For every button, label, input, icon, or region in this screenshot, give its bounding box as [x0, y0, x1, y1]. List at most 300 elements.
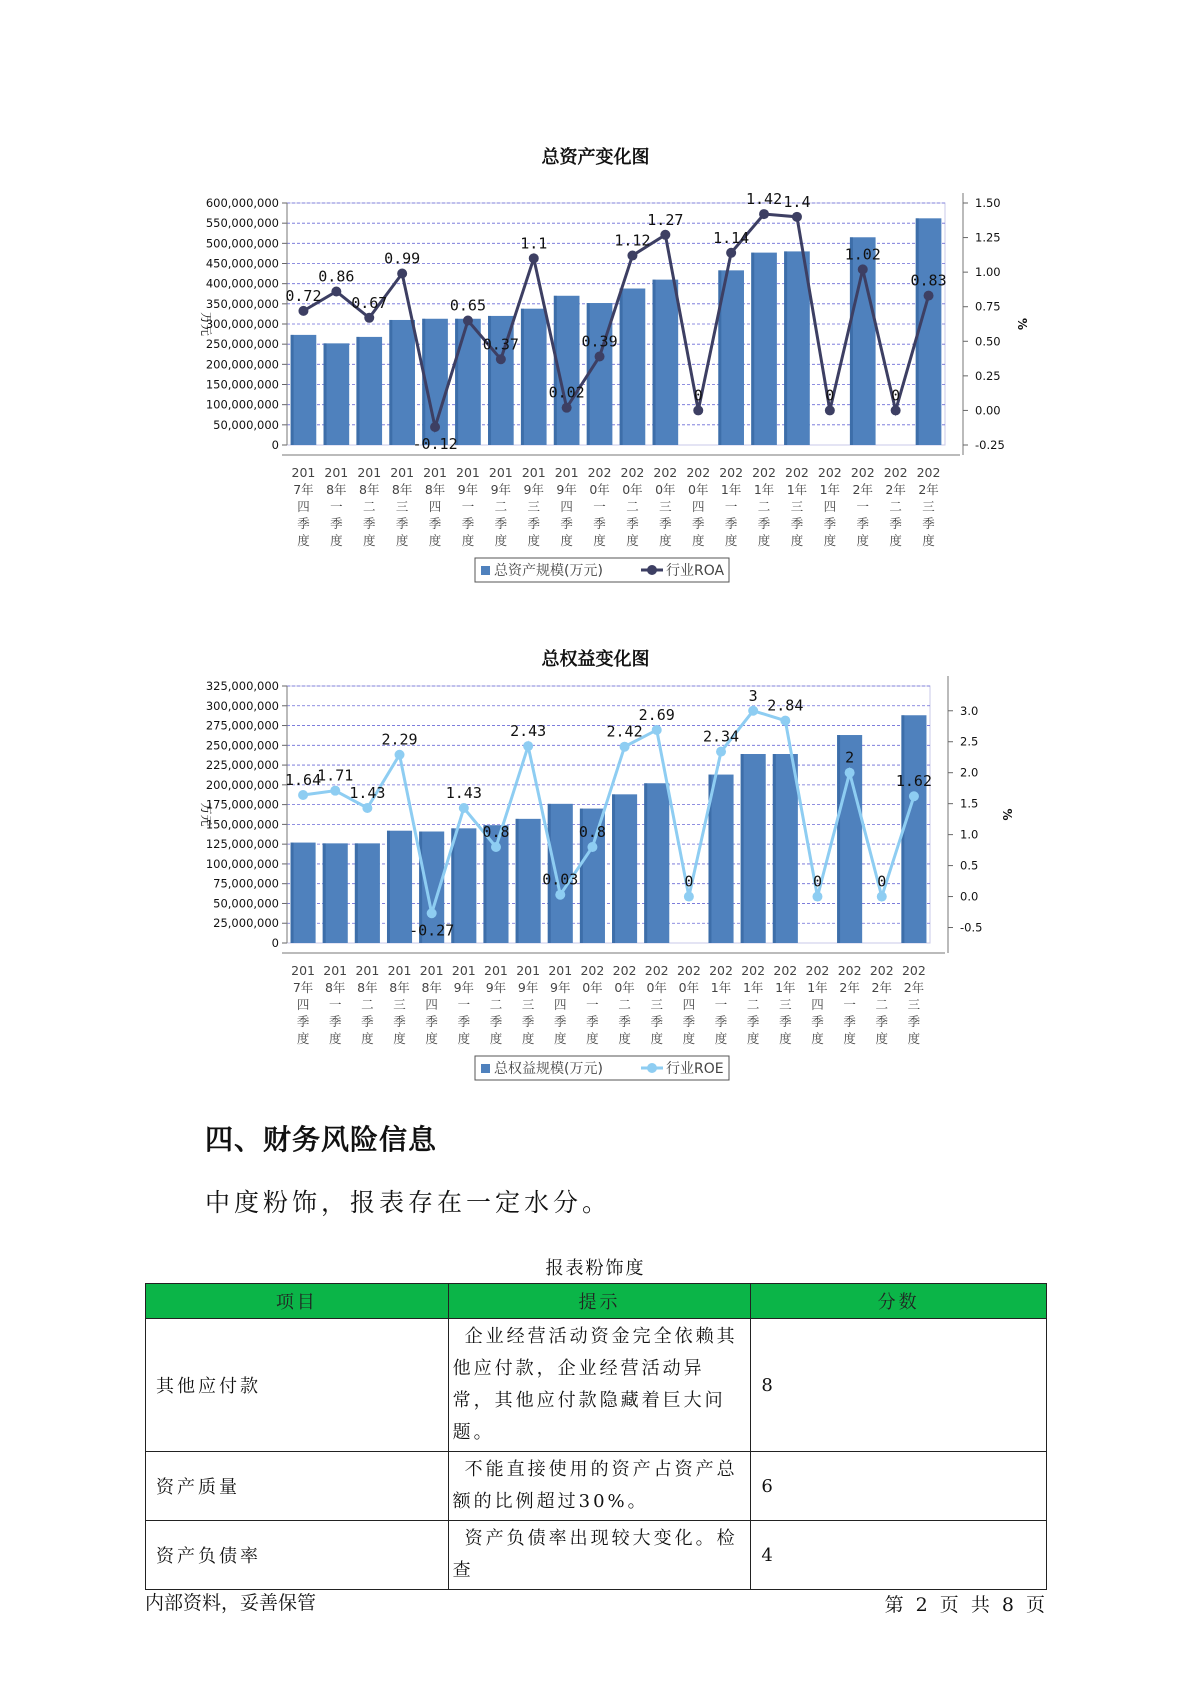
line-point	[652, 725, 662, 735]
x-tick-label: 202	[644, 963, 669, 978]
y2-tick-label: 2.0	[960, 765, 979, 780]
x-tick-label: 201	[451, 963, 476, 978]
x-tick-label: 0年	[688, 482, 709, 497]
x-tick-label: 202	[785, 465, 809, 480]
x-tick-label: 三	[393, 997, 406, 1012]
x-tick-label: 季	[457, 1014, 471, 1029]
x-tick-label: 季	[875, 1014, 889, 1029]
x-tick-label: 季	[554, 1014, 567, 1029]
x-tick-label: 度	[779, 1031, 792, 1046]
x-tick-label: 1年	[786, 482, 808, 497]
data-label: 0.99	[384, 249, 421, 268]
x-tick-label: 0年	[655, 482, 676, 497]
x-tick-label: 三	[521, 997, 535, 1012]
y-tick-label: 25,000,000	[213, 916, 279, 931]
data-label: 0.8	[482, 823, 510, 842]
x-tick-label: 1年	[710, 980, 732, 995]
x-tick-label: 四	[296, 997, 310, 1012]
x-tick-label: 9年	[517, 980, 539, 995]
y-tick-label: 300,000,000	[205, 698, 279, 713]
x-tick-label: 202	[676, 963, 701, 978]
x-tick-label: 度	[593, 533, 606, 548]
bar	[901, 715, 926, 943]
x-tick-label: 度	[362, 533, 376, 548]
x-tick-label: 201	[521, 465, 546, 480]
x-tick-label: 202	[850, 465, 875, 480]
line-point	[891, 405, 901, 415]
data-label: 0.72	[285, 286, 322, 305]
bar	[751, 253, 777, 445]
bar	[708, 775, 733, 943]
x-tick-label: 度	[843, 1031, 856, 1046]
data-label: 2.43	[510, 722, 547, 741]
x-tick-label: 8年	[357, 980, 378, 995]
bar-shade	[773, 754, 776, 943]
bar	[773, 754, 798, 943]
line-point	[430, 422, 440, 432]
x-tick-label: 二	[361, 997, 374, 1012]
x-tick-label: 度	[724, 533, 738, 548]
y2-tick-label: 3.0	[960, 703, 979, 718]
data-label: 0.67	[351, 293, 388, 312]
x-tick-label: 度	[875, 1031, 889, 1046]
x-tick-label: 202	[837, 963, 862, 978]
legend-swatch-point	[647, 1063, 657, 1073]
bar-shade	[387, 831, 390, 943]
x-tick-label: 9年	[550, 980, 571, 995]
line-point	[660, 230, 670, 240]
x-tick-label: 一	[328, 997, 342, 1012]
table-row	[146, 1521, 1047, 1590]
y2-tick-label: 2.5	[960, 734, 979, 749]
x-tick-label: 度	[361, 1031, 374, 1046]
data-label: 1.42	[745, 190, 783, 209]
chart-title-total-equity: 总权益变化图	[541, 649, 650, 670]
y-tick-label: 250,000,000	[205, 337, 279, 352]
data-label: 0	[825, 386, 835, 405]
line-point	[523, 741, 533, 751]
x-tick-label: 1年	[720, 482, 742, 497]
data-label: 2.34	[702, 727, 740, 746]
y2-axis-label: %	[1000, 808, 1014, 821]
data-label: 1.27	[647, 210, 684, 229]
y-tick-label: 75,000,000	[213, 876, 279, 891]
line-point	[496, 354, 506, 364]
data-label: 3	[748, 686, 758, 705]
line-point	[909, 791, 919, 801]
x-tick-label: 202	[653, 465, 678, 480]
bar	[323, 843, 348, 943]
x-tick-label: 季	[691, 516, 705, 531]
x-tick-label: 202	[709, 963, 733, 978]
data-label: 0	[684, 872, 694, 891]
line-point	[825, 405, 835, 415]
x-tick-label: 度	[297, 533, 310, 548]
y-tick-label: 550,000,000	[205, 216, 279, 231]
x-tick-label: 202	[869, 963, 894, 978]
table-header-row	[146, 1284, 1047, 1319]
data-label: 0	[812, 872, 822, 891]
y-tick-label: 150,000,000	[205, 817, 279, 832]
x-tick-label: 季	[811, 1014, 824, 1029]
x-tick-label: 201	[456, 465, 480, 480]
x-tick-label: 202	[587, 465, 612, 480]
x-tick-label: 1年	[753, 482, 775, 497]
data-label: 1.43	[349, 783, 386, 802]
line-point	[331, 287, 341, 297]
data-label: -0.12	[412, 435, 458, 454]
line-point	[924, 291, 934, 301]
y-tick-label: 275,000,000	[205, 718, 279, 733]
y-tick-label: 600,000,000	[205, 196, 279, 210]
line-point	[362, 803, 372, 813]
risk-table	[145, 1283, 1047, 1590]
x-tick-label: 季	[714, 1014, 728, 1029]
data-label: 2.42	[606, 722, 643, 741]
x-tick-label: 季	[425, 1014, 438, 1029]
x-tick-label: 季	[682, 1014, 696, 1029]
y2-tick-label: 1.0	[960, 827, 979, 842]
x-tick-label: 201	[357, 465, 382, 480]
line-point	[397, 269, 407, 279]
data-label: 0.02	[548, 383, 585, 402]
line-point	[298, 790, 308, 800]
bar	[620, 289, 646, 445]
x-tick-label: 201	[291, 963, 316, 978]
x-tick-label: 度	[527, 533, 541, 548]
footer-confidential-note: 内部资料，妥善保管	[145, 1592, 317, 1614]
total-equity-chart	[0, 670, 1191, 1100]
table-row	[146, 1319, 1047, 1452]
x-tick-label: 季	[521, 1014, 535, 1029]
bar-shade	[741, 754, 744, 943]
x-tick-label: 9年	[556, 482, 577, 497]
x-tick-label: 二	[489, 997, 503, 1012]
x-tick-label: 0年	[589, 482, 610, 497]
x-tick-label: 0年	[582, 980, 603, 995]
x-tick-label: 四	[682, 997, 696, 1012]
x-tick-label: 1年	[819, 482, 841, 497]
data-label: 1.64	[285, 770, 322, 789]
x-tick-label: 9年	[453, 980, 475, 995]
x-tick-label: 一	[457, 997, 471, 1012]
x-tick-label: 度	[586, 1031, 599, 1046]
x-tick-label: 201	[387, 963, 412, 978]
x-tick-label: 202	[719, 465, 744, 480]
y2-tick-label: -0.5	[960, 920, 983, 935]
y-tick-label: 225,000,000	[205, 758, 279, 773]
bar	[741, 754, 766, 943]
x-tick-label: 一	[593, 499, 606, 514]
x-tick-label: 一	[586, 997, 599, 1012]
x-tick-label: 季	[428, 516, 442, 531]
line-point	[555, 890, 565, 900]
line-point	[684, 892, 694, 902]
x-tick-label: 度	[682, 1031, 696, 1046]
x-tick-label: 季	[650, 1014, 663, 1029]
x-tick-label: 201	[390, 465, 415, 480]
y-tick-label: 175,000,000	[205, 797, 279, 812]
bar-shade	[483, 825, 486, 943]
x-tick-label: 度	[425, 1031, 438, 1046]
x-tick-label: 8年	[359, 482, 380, 497]
line-point	[877, 892, 887, 902]
x-tick-label: 季	[856, 516, 870, 531]
y-tick-label: 325,000,000	[205, 679, 279, 693]
x-tick-label: 202	[901, 963, 926, 978]
bar-shade	[644, 783, 647, 943]
data-label: 1.02	[844, 245, 881, 264]
x-tick-label: 度	[691, 533, 705, 548]
y-tick-label: 0	[271, 936, 279, 950]
x-tick-label: 季	[330, 516, 343, 531]
footer-page-number: 第 2 页 共 8 页	[884, 1594, 1045, 1616]
x-tick-label: 一	[714, 997, 728, 1012]
x-tick-label: 度	[494, 533, 508, 548]
x-tick-label: 四	[554, 997, 567, 1012]
x-tick-label: 三	[527, 499, 541, 514]
x-tick-label: 9年	[523, 482, 544, 497]
x-tick-label: 四	[297, 499, 310, 514]
x-tick-label: 度	[489, 1031, 503, 1046]
x-tick-label: 度	[428, 533, 442, 548]
x-tick-label: 1年	[775, 980, 796, 995]
x-tick-label: 二	[618, 997, 631, 1012]
bar-shade	[837, 735, 840, 943]
line-point	[845, 768, 855, 778]
x-tick-label: 201	[423, 465, 447, 480]
x-tick-label: 一	[856, 499, 870, 514]
line-point	[595, 351, 605, 361]
x-tick-label: 8年	[324, 980, 346, 995]
line-point	[726, 248, 736, 258]
row-item: 资产质量	[146, 1452, 449, 1521]
x-tick-label: 202	[805, 963, 830, 978]
x-tick-label: 2年	[885, 482, 906, 497]
x-tick-label: 202	[741, 963, 766, 978]
x-tick-label: 2年	[903, 980, 925, 995]
x-tick-label: 季	[593, 516, 606, 531]
y2-tick-label: 1.25	[975, 230, 1001, 245]
data-label: 1.4	[783, 192, 811, 211]
x-tick-label: 季	[461, 516, 475, 531]
line-point	[792, 212, 802, 222]
x-tick-label: 三	[650, 997, 663, 1012]
line-point	[620, 742, 630, 752]
row-hint: 资产负债率出现较大变化。检查	[448, 1521, 751, 1590]
data-label: 1.14	[713, 228, 750, 247]
x-tick-label: 2年	[839, 980, 860, 995]
x-tick-label: 季	[586, 1014, 599, 1029]
legend-swatch-bar	[481, 1064, 490, 1073]
legend-swatch-bar	[481, 566, 490, 575]
line-point	[759, 209, 769, 219]
x-tick-label: 8年	[424, 482, 446, 497]
x-tick-label: 四	[560, 499, 573, 514]
x-tick-label: 8年	[391, 482, 413, 497]
x-tick-label: 2年	[871, 980, 893, 995]
x-tick-label: 四	[823, 499, 837, 514]
y-tick-label: 50,000,000	[213, 896, 279, 911]
x-tick-label: 201	[419, 963, 444, 978]
line-point	[587, 842, 597, 852]
x-tick-label: 季	[659, 516, 672, 531]
x-tick-label: 202	[620, 465, 645, 480]
x-tick-label: 季	[361, 1014, 374, 1029]
x-tick-label: 2年	[852, 482, 873, 497]
bar	[644, 783, 669, 943]
x-tick-label: 二	[362, 499, 376, 514]
x-tick-label: 7年	[292, 980, 314, 995]
bar	[455, 319, 481, 445]
bar	[356, 337, 382, 445]
y-tick-label: 150,000,000	[205, 377, 279, 392]
x-tick-label: 度	[922, 533, 935, 548]
line-point	[858, 264, 868, 274]
y-tick-label: 200,000,000	[205, 357, 279, 372]
x-tick-label: 四	[425, 997, 438, 1012]
x-tick-label: 度	[757, 533, 771, 548]
line-point	[459, 803, 469, 813]
line-point	[693, 405, 703, 415]
x-tick-label: 201	[488, 465, 513, 480]
x-tick-label: 0年	[622, 482, 643, 497]
chart-title-total-assets: 总资产变化图	[541, 147, 650, 168]
data-label: 1.71	[317, 766, 354, 785]
data-label: 1.12	[614, 231, 651, 250]
x-tick-label: 度	[823, 533, 837, 548]
x-tick-label: 度	[461, 533, 475, 548]
row-item: 其他应付款	[146, 1319, 449, 1452]
x-tick-label: 度	[856, 533, 870, 548]
x-tick-label: 度	[811, 1031, 824, 1046]
line-point	[748, 706, 758, 716]
y-tick-label: 450,000,000	[205, 256, 279, 271]
y-tick-label: 350,000,000	[205, 296, 279, 311]
legend-label-bar: 总资产规模(万元)	[494, 563, 603, 579]
data-label: 2.29	[381, 730, 418, 749]
x-tick-label: 201	[324, 465, 349, 480]
y-tick-label: 400,000,000	[205, 276, 279, 291]
x-tick-label: 季	[393, 1014, 406, 1029]
data-label: 0.03	[542, 870, 579, 889]
y-tick-label: 250,000,000	[205, 738, 279, 753]
bar	[355, 843, 380, 943]
x-tick-label: 三	[790, 499, 804, 514]
bar	[516, 819, 541, 943]
bar-shade	[291, 843, 294, 943]
x-tick-label: 季	[527, 516, 541, 531]
x-tick-label: 度	[889, 533, 902, 548]
x-tick-label: 季	[618, 1014, 631, 1029]
line-point	[364, 313, 374, 323]
x-tick-label: 季	[494, 516, 508, 531]
y-tick-label: 0	[271, 438, 279, 452]
data-label: 0.65	[449, 296, 487, 315]
bar-shade	[554, 296, 557, 445]
x-tick-label: 201	[484, 963, 508, 978]
line-point	[395, 750, 405, 760]
bar-shade	[521, 309, 524, 445]
x-tick-label: 季	[395, 516, 409, 531]
bar-shade	[620, 289, 623, 445]
x-tick-label: 201	[291, 465, 316, 480]
bar	[653, 280, 679, 445]
x-tick-label: 0年	[678, 980, 700, 995]
x-tick-label: 8年	[389, 980, 410, 995]
x-tick-label: 三	[395, 499, 409, 514]
x-tick-label: 201	[554, 465, 579, 480]
x-tick-label: 度	[659, 533, 672, 548]
y-tick-label: 125,000,000	[205, 837, 279, 852]
bar-shade	[389, 320, 392, 445]
table-header-item: 项目	[146, 1284, 449, 1319]
line-point	[562, 403, 572, 413]
x-tick-label: 季	[297, 516, 310, 531]
data-label: 0.83	[910, 271, 947, 290]
data-label: 0	[693, 386, 703, 405]
line-point	[627, 251, 637, 261]
x-tick-label: 季	[746, 1014, 760, 1029]
bar-shade	[355, 843, 358, 943]
x-tick-label: 度	[626, 533, 639, 548]
line-point	[330, 786, 340, 796]
x-tick-label: 202	[580, 963, 605, 978]
y-tick-label: 50,000,000	[213, 417, 279, 432]
section-summary: 中度粉饰，报表存在一定水分。	[205, 1188, 612, 1217]
x-tick-label: 四	[691, 499, 705, 514]
bar-shade	[356, 337, 359, 445]
line-point	[812, 892, 822, 902]
x-tick-label: 度	[746, 1031, 760, 1046]
x-tick-label: 201	[548, 963, 573, 978]
y2-tick-label: 0.00	[975, 403, 1001, 418]
x-tick-label: 二	[746, 997, 760, 1012]
x-tick-label: 四	[811, 997, 824, 1012]
y-tick-label: 100,000,000	[205, 397, 279, 412]
x-tick-label: 二	[757, 499, 771, 514]
bar-shade	[323, 843, 326, 943]
x-tick-label: 202	[773, 963, 798, 978]
line-point	[463, 316, 473, 326]
x-tick-label: 2年	[918, 482, 939, 497]
x-tick-label: 季	[724, 516, 738, 531]
x-tick-label: 季	[823, 516, 837, 531]
y-tick-label: 200,000,000	[205, 777, 279, 792]
x-tick-label: 度	[330, 533, 343, 548]
data-label: 0.86	[318, 267, 355, 286]
data-label: -0.27	[409, 921, 455, 940]
x-tick-label: 度	[714, 1031, 728, 1046]
y2-tick-label: 0.25	[975, 368, 1001, 383]
y-axis-label: 万元	[199, 311, 213, 337]
x-tick-label: 度	[296, 1031, 310, 1046]
x-tick-label: 1年	[807, 980, 828, 995]
y2-tick-label: 0.0	[960, 889, 979, 904]
x-tick-label: 季	[328, 1014, 342, 1029]
x-tick-label: 9年	[457, 482, 479, 497]
x-tick-label: 度	[395, 533, 409, 548]
line-point	[491, 842, 501, 852]
line-point	[780, 716, 790, 726]
x-tick-label: 一	[843, 997, 856, 1012]
y2-tick-label: 1.00	[975, 265, 1001, 280]
x-tick-label: 三	[907, 997, 921, 1012]
bar	[324, 343, 350, 445]
x-tick-label: 二	[875, 997, 889, 1012]
x-tick-label: 季	[889, 516, 902, 531]
x-tick-label: 季	[907, 1014, 921, 1029]
